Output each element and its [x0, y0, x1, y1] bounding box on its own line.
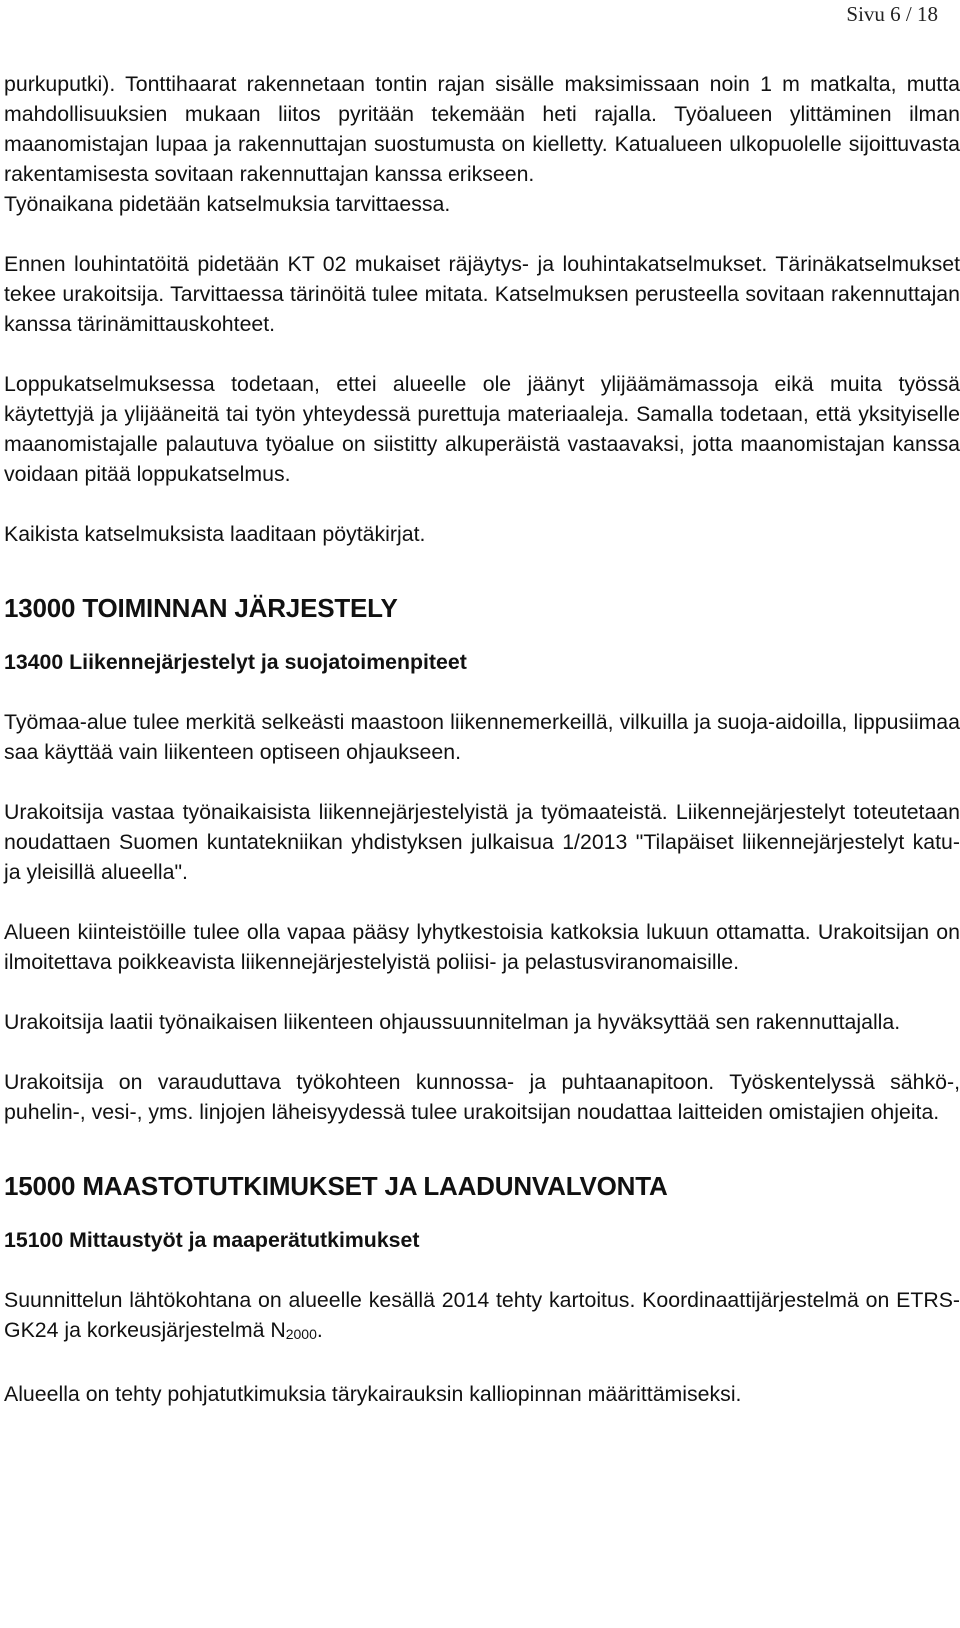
- paragraph-survey-basis: [4, 1285, 960, 1349]
- paragraph-traffic-arrangements: Urakoitsija vastaa työnaikaisista liikennejärjestelyistä ja työmaateistä. Liikennejärjestelyt toteutetaan noudattaen Suomen kuntatekniikan yhdistyksen julkaisua 1/2013 "Tilapäiset liikennejärjestelyt katu- ja yleisillä alueella".: [4, 800, 960, 884]
- section-heading-15000: 15000 MAASTOTUTKIMUKSET JA LAADUNVALVONTA: [4, 1171, 668, 1201]
- page-number: Sivu 6 / 18: [846, 2, 938, 26]
- paragraph-final-inspection: Loppukatselmuksessa todetaan, ettei alueelle ole jäänyt ylijäämämassoja eikä muita työssä käytettyjä ja ylijääneitä tai työn yhteydessä purettuja materiaaleja. Samalla todetaan, että yksityiselle maanomistajalle palautuva työalue on siistitty alkuperäistä vastaavaksi, jotta maanomistajan kanssa voidaan pitää loppukatselmus.: [4, 372, 960, 486]
- paragraph-soil-investigation: Alueella on tehty pohjatutkimuksia tärykairauksin kalliopinnan määrittämiseksi.: [4, 1382, 742, 1406]
- document-body: [4, 69, 960, 1409]
- paragraph-traffic-plan: Urakoitsija laatii työnaikaisen liikenteen ohjaussuunnitelman ja hyväksyttää sen rakennuttajalla.: [4, 1010, 901, 1034]
- paragraph-minutes: Kaikista katselmuksista laaditaan pöytäkirjat.: [4, 522, 426, 546]
- section-heading-13000: 13000 TOIMINNAN JÄRJESTELY: [4, 593, 398, 623]
- paragraph-maintenance: Urakoitsija on varauduttava työkohteen kunnossa- ja puhtaanapitoon. Työskentelyssä sähkö-, puhelin-, vesi-, yms. linjojen läheisyydessä tulee urakoitsijan noudattaa laitteiden omistajien ohjeita.: [4, 1070, 960, 1124]
- survey-basis-text: Suunnittelun lähtökohtana on alueelle kesällä 2014 tehty kartoitus. Koordinaattijärjestelmä on ETRS-GK24 ja korkeusjärjestelmä N: [4, 1288, 960, 1342]
- paragraph-pipe-connections: purkuputki). Tonttihaarat rakennetaan tontin rajan sisälle maksimissaan noin 1 m matkalta, mutta mahdollisuuksien mukaan liitos pyritään tekemään heti rajalla. Työalueen ylittäminen ilman maanomistajan lupaa ja rakennuttajan suostumusta on kielletty. Katualueen ulkopuolelle sijoittuvasta rakentamisesta sovitaan rakennuttajan kanssa erikseen.: [4, 72, 960, 186]
- height-system-index: 2000: [285, 1326, 317, 1342]
- paragraph-inspections-during-work: Työnaikana pidetään katselmuksia tarvittaessa.: [4, 192, 451, 216]
- paragraph-blasting-inspections: Ennen louhintatöitä pidetään KT 02 mukaiset räjäytys- ja louhintakatselmukset. Tärinäkatselmukset tekee urakoitsija. Tarvittaessa tärinöitä tulee mitata. Katselmuksen perusteella sovitaan rakennuttajan kanssa tärinämittauskohteet.: [4, 252, 960, 336]
- paragraph-property-access: Alueen kiinteistöille tulee olla vapaa pääsy lyhytkestoisia katkoksia lukuun ottamatta. Urakoitsijan on ilmoitettava poikkeavista liikennejärjestelyistä poliisi- ja pelastusviranomaisille.: [4, 920, 960, 974]
- subsection-heading-15100: 15100 Mittaustyöt ja maaperätutkimukset: [4, 1228, 420, 1252]
- survey-basis-end: .: [316, 1318, 323, 1342]
- subsection-heading-13400: 13400 Liikennejärjestelyt ja suojatoimenpiteet: [4, 650, 467, 674]
- paragraph-worksite-marking: Työmaa-alue tulee merkitä selkeästi maastoon liikennemerkeillä, vilkuilla ja suoja-aidoilla, lippusiimaa saa käyttää vain liikenteen optiseen ohjaukseen.: [4, 710, 960, 764]
